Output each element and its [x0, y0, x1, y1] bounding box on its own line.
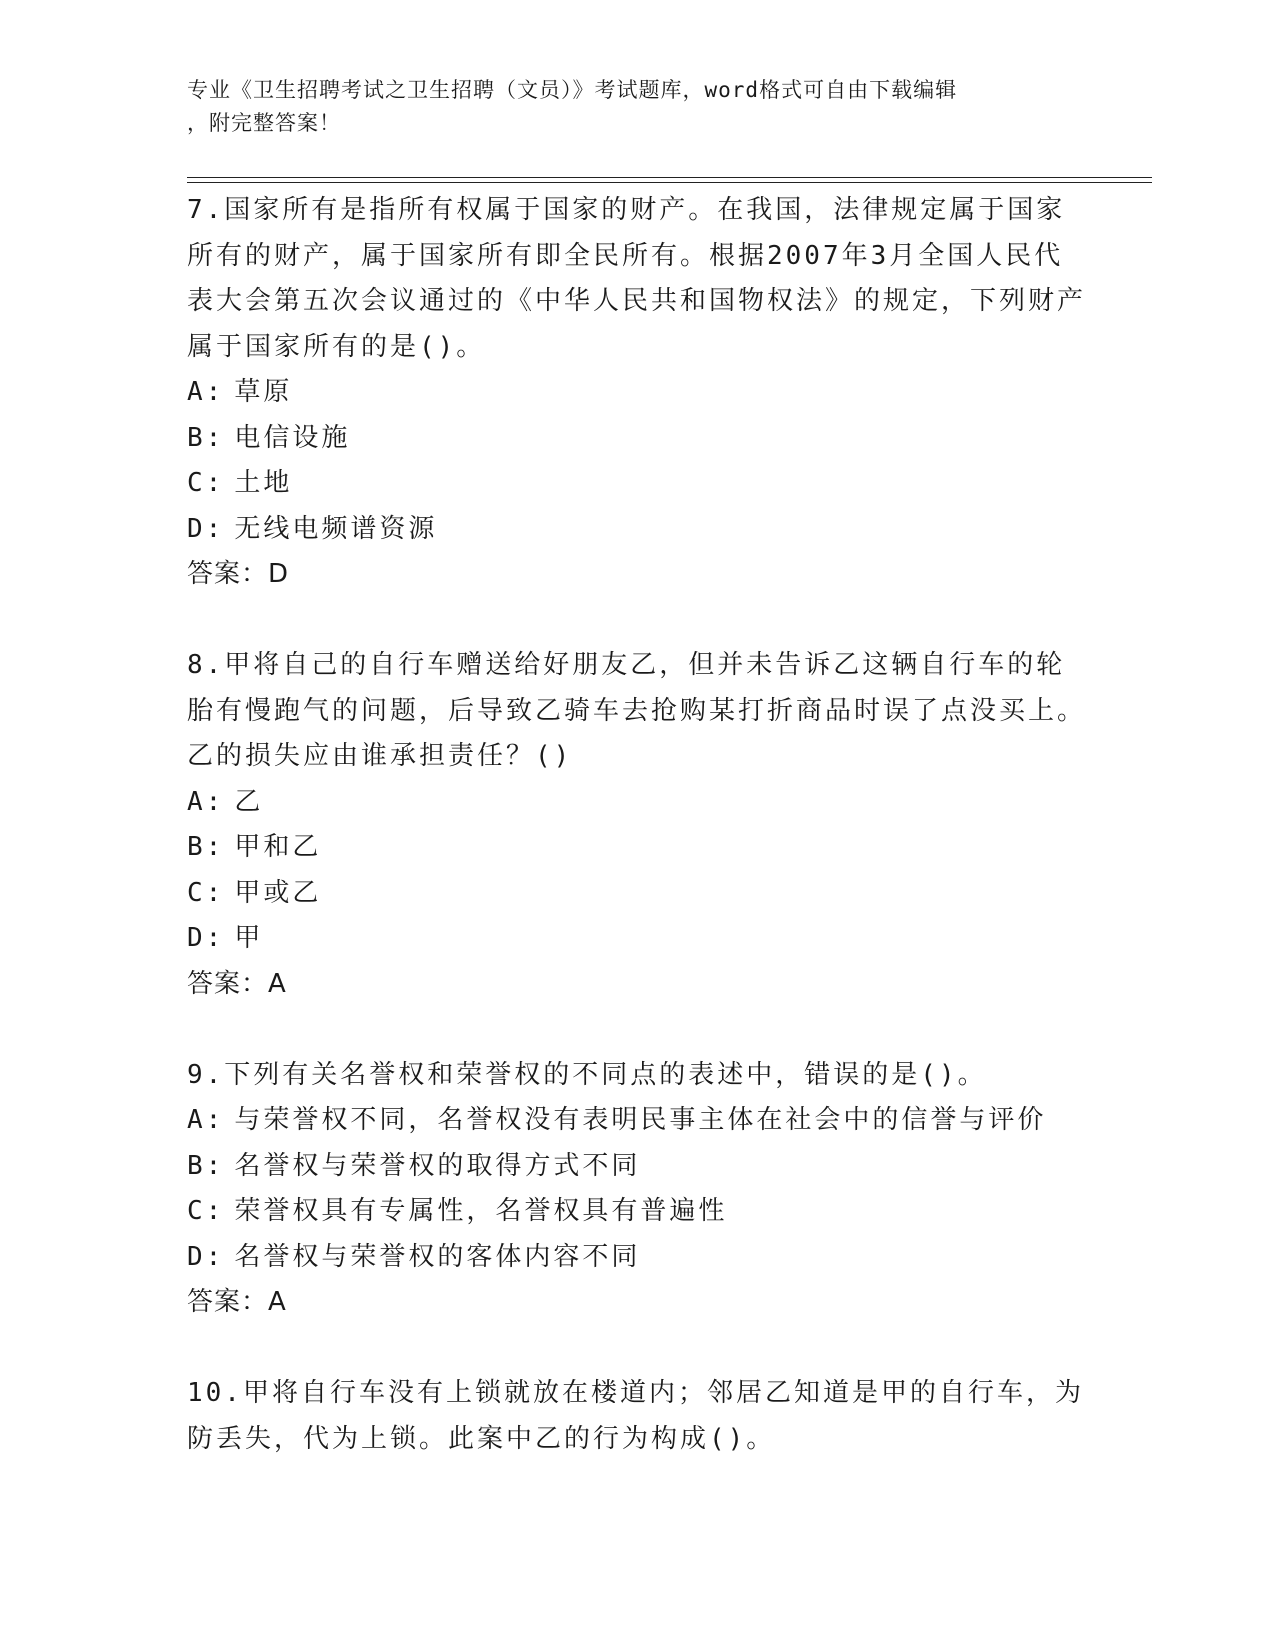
question-list	[187, 188, 1087, 1508]
question-7	[187, 188, 1087, 598]
header-line-1: 专业《卫生招聘考试之卫生招聘（文员）》考试题库，word格式可自由下载编辑	[187, 78, 958, 102]
option-text: 电信设施	[234, 422, 351, 453]
option-key: A:	[187, 786, 225, 817]
question-8	[187, 643, 1087, 1007]
option-key: A:	[187, 1105, 225, 1135]
option-b	[187, 416, 1087, 462]
option-key: C:	[187, 1196, 225, 1226]
option-text: 草原	[234, 377, 293, 407]
option-text: 名誉权与荣誉权的客体内容不同	[234, 1241, 641, 1272]
option-text: 甲	[234, 923, 264, 953]
option-text: 无线电频谱资源	[234, 513, 438, 544]
option-text: 与荣誉权不同，名誉权没有表明民事主体在社会中的信誉与评价	[234, 1105, 1047, 1135]
option-key: A:	[187, 377, 225, 407]
option-key: C:	[187, 877, 225, 908]
option-a	[187, 1098, 1087, 1144]
option-d	[187, 507, 1087, 553]
question-text: 9.下列有关名誉权和荣誉权的不同点的表述中，错误的是()。	[187, 1059, 987, 1090]
answer: 答案：A	[187, 1287, 287, 1317]
option-key: B:	[187, 1150, 225, 1181]
option-key: B:	[187, 832, 225, 862]
question-text: 8.甲将自己的自行车赠送给好朋友乙，但并未告诉乙这辆自行车的轮胎有慢跑气的问题，后导致乙骑车去抢购某打折商品时误了点没买上。乙的损失应由谁承担责任？()	[187, 650, 1087, 771]
option-text: 名誉权与荣誉权的取得方式不同	[234, 1150, 641, 1181]
option-b	[187, 825, 1087, 871]
option-key: D:	[187, 1241, 225, 1272]
answer: 答案：D	[187, 559, 290, 589]
option-b	[187, 1144, 1087, 1190]
option-text: 乙	[234, 786, 264, 817]
option-d	[187, 916, 1087, 962]
question-10	[187, 1371, 1087, 1462]
option-c	[187, 871, 1087, 917]
option-key: D:	[187, 513, 225, 544]
option-key: D:	[187, 923, 225, 953]
option-c	[187, 1189, 1087, 1235]
option-text: 甲和乙	[234, 832, 322, 862]
option-a	[187, 370, 1087, 416]
question-text: 10.甲将自行车没有上锁就放在楼道内；邻居乙知道是甲的自行车，为防丢失，代为上锁。此案中乙的行为构成()。	[187, 1378, 1084, 1454]
option-text: 甲或乙	[234, 877, 322, 908]
option-key: B:	[187, 422, 225, 453]
option-c	[187, 461, 1087, 507]
option-text: 荣誉权具有专属性，名誉权具有普遍性	[234, 1196, 728, 1226]
document-header	[187, 74, 1067, 140]
answer: 答案：A	[187, 968, 287, 999]
question-9	[187, 1053, 1087, 1326]
option-key: C:	[187, 468, 225, 498]
option-a	[187, 780, 1087, 826]
header-divider-bottom	[187, 182, 1152, 183]
option-text: 土地	[234, 468, 293, 498]
header-divider-top	[187, 177, 1152, 178]
header-line-2: ，附完整答案！	[187, 111, 341, 135]
option-d	[187, 1235, 1087, 1281]
question-text: 7.国家所有是指所有权属于国家的财产。在我国，法律规定属于国家所有的财产，属于国家所有即全民所有。根据2007年3月全国人民代表大会第五次会议通过的《中华人民共和国物权法》的规定，下列财产属于国家所有的是()。	[187, 195, 1087, 362]
